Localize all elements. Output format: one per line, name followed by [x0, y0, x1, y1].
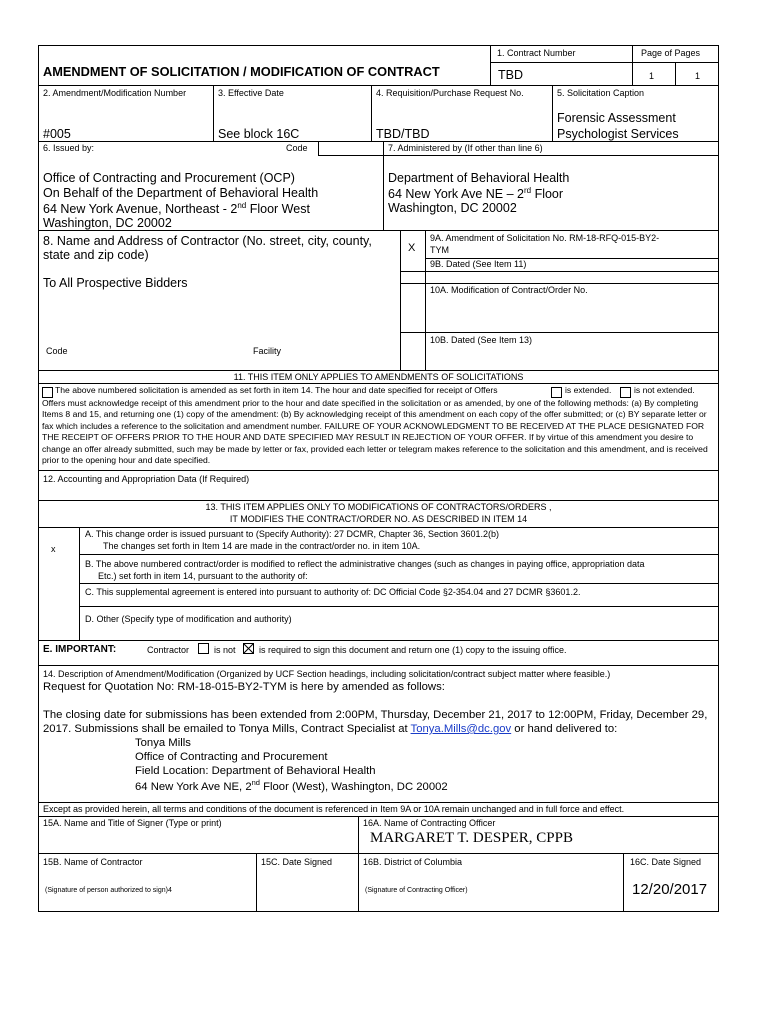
contracting-officer-name: MARGARET T. DESPER, CPPB [370, 830, 573, 846]
email-link[interactable]: Tonya.Mills@dc.gov [410, 723, 512, 735]
section-11-body: Offers must acknowledge receipt of this amendment prior to the hour and date specified in the solicitation or as amended, by one of the following methods: (a) By completing Items 8 and 15, and returning one (1) copy of the amendment: (b) By acknowledging receipt of this amendment on each copy of the offer submitted; or (c) BY separate letter or fax which includes a reference to the solicitation and amendment number. FAILURE OF YOUR ACKNOWLEDGMENT TO BE RECEIVED AT THE PLACE DESIGNATED FOR THE RECEIPT OF OFFERS PRIOR TO THE HOUR AND DATE SPECIFIED MAY RESULT IN REJECTION OF YOUR OFFER. If by virtue of this amendment you desire to change an offer already submitted, such may be made by letter or fax, provided each letter or telegram makes reference to the solicitation and this amendment, and is received prior to the opening hour and date specified. [42, 398, 708, 466]
issued-line-2: On Behalf of the Department of Behavioral Health [43, 186, 319, 200]
section-13d-text: D. Other (Specify type of modification and authority) [85, 614, 292, 624]
line [38, 500, 719, 501]
solicitation-caption-line2: Psychologist Services [557, 127, 679, 141]
facility-label: Facility [253, 346, 282, 356]
accounting-data-label: 12. Accounting and Appropriation Data (If Required) [43, 474, 250, 484]
is-required-checkbox[interactable] [243, 643, 254, 654]
contractor-code-label: Code [46, 346, 68, 356]
contractor-value: To All Prospective Bidders [43, 276, 188, 290]
district-label: 16B. District of Columbia [363, 857, 463, 867]
item-9a-line2: TYM [430, 245, 449, 255]
description-label: 14. Description of Amendment/Modification (Organized by UCF Section headings, including solicitation/contract subject matter where feasible.) [43, 669, 611, 679]
amendment-number-value: #005 [43, 127, 71, 141]
section-13-heading-1: 13. THIS ITEM APPLIES ONLY TO MODIFICATIONS OF CONTRACTORS/ORDERS , [205, 502, 552, 512]
admin-line-3: Washington, DC 20002 [388, 201, 517, 215]
contractor-label-line1: 8. Name and Address of Contractor (No. street, city, county, [43, 234, 372, 248]
address-line-4: 64 New York Ave NE, 2nd Floor (West), Washington, DC 20002 [135, 778, 448, 793]
contractor-name-label: 15B. Name of Contractor [43, 857, 143, 867]
line [490, 45, 491, 85]
item-10a-label: 10A. Modification of Contract/Order No. [430, 285, 588, 295]
line [256, 853, 257, 912]
line [632, 45, 633, 85]
administered-by-label: 7. Administered by (If other than line 6) [388, 143, 543, 153]
page-number: 1 [649, 71, 655, 81]
amendment-form [38, 45, 719, 912]
important-label: E. IMPORTANT: [43, 644, 117, 655]
line [318, 155, 719, 156]
officer-date-signed: 12/20/2017 [632, 881, 708, 898]
line [38, 816, 719, 817]
extended-checkbox[interactable] [551, 387, 562, 398]
line [38, 665, 719, 666]
line [623, 853, 624, 912]
issued-line-1: Office of Contracting and Procurement (OCP) [43, 171, 295, 185]
not-extended-label: is not extended. [634, 385, 695, 395]
issued-code-label: Code [286, 143, 308, 153]
line [400, 271, 719, 272]
is-required-text: is required to sign this document and return one (1) copy to the issuing office. [259, 645, 567, 655]
requisition-label: 4. Requisition/Purchase Request No. [376, 88, 524, 98]
line [38, 853, 719, 854]
solicitation-caption-label: 5. Solicitation Caption [557, 88, 645, 98]
amendment-number-label: 2. Amendment/Modification Number [43, 88, 187, 98]
line [318, 141, 319, 155]
line [38, 370, 719, 371]
issued-line-4: Washington, DC 20002 [43, 216, 172, 230]
pages-label: Page of Pages [641, 48, 701, 58]
section-13-heading-2: IT MODIFIES THE CONTRACT/ORDER NO. AS DESCRIBED IN ITEM 14 [229, 514, 528, 524]
contracting-officer-label: 16A. Name of Contracting Officer [363, 818, 496, 828]
section-13c-text: C. This supplemental agreement is entered into pursuant to authority of: DC Official Code §2-354.04 and 27 DCMR §3601.2. [85, 587, 581, 597]
line [38, 640, 719, 641]
item-9a-line1: 9A. Amendment of Solicitation No. RM-18-RFQ-015-BY2- [430, 233, 660, 243]
address-line-1: Tonya Mills [135, 737, 191, 749]
line [38, 470, 719, 471]
extended-label: is extended. [565, 385, 612, 395]
line [213, 85, 214, 141]
section-11-heading: 11. THIS ITEM ONLY APPLIES TO AMENDMENTS OF SOLICITATIONS [233, 372, 524, 382]
officer-date-label: 16C. Date Signed [630, 857, 702, 867]
address-line-3: Field Location: Department of Behavioral Health [135, 765, 376, 777]
section-11-line1: The above numbered solicitation is amended as set forth in item 14. The hour and date specified for receipt of Offers [55, 385, 498, 395]
address-line-2: Office of Contracting and Procurement [135, 751, 328, 763]
admin-line-1: Department of Behavioral Health [388, 171, 570, 185]
contractor-label: Contractor [147, 645, 190, 655]
contractor-date-label: 15C. Date Signed [261, 857, 333, 867]
line [400, 230, 401, 370]
issued-line-3: 64 New York Avenue, Northeast - 2nd Floor West [43, 201, 310, 217]
line [38, 85, 719, 86]
line [358, 816, 359, 912]
not-extended-checkbox[interactable] [620, 387, 631, 398]
requisition-value: TBD/TBD [376, 127, 430, 141]
line [400, 283, 719, 284]
item-10b-label: 10B. Dated (See Item 13) [430, 335, 533, 345]
checked-x-icon [244, 644, 253, 653]
border-left [38, 45, 39, 912]
line [552, 85, 553, 141]
section-13a-line1: A. This change order is issued pursuant to (Specify Authority): 27 DCMR, Chapter 36, Section 3601.2(b) [85, 529, 500, 539]
contract-number-label: 1. Contract Number [497, 48, 576, 58]
except-text: Except as provided herein, all terms and conditions of the document is referenced in Item 9A or 10A remain unchanged and in full force and effect. [43, 804, 625, 814]
rfq-line: Request for Quotation No: RM-18-015-BY2-TYM is here by amended as follows: [43, 681, 445, 693]
line [38, 527, 719, 528]
admin-line-2: 64 New York Ave NE – 2rd Floor [388, 186, 564, 202]
section-13a-line2: The changes set forth in Item 14 are made in the contract/order no. in item 10A. [103, 541, 421, 551]
line [38, 802, 719, 803]
line [79, 583, 719, 584]
border-bottom [38, 911, 719, 912]
effective-date-label: 3. Effective Date [218, 88, 284, 98]
line [490, 62, 719, 63]
closing-line-2: 2017. Submissions shall be emailed to Tonya Mills, Contract Specialist at Tonya.Mills@dc.gov or hand delivered to: [43, 723, 618, 735]
line [79, 554, 719, 555]
closing-line-1: The closing date for submissions has been extended from 2:00PM, Thursday, December 21, 2017 to 12:00PM, Friday, December 29, [43, 709, 708, 721]
solicitation-caption-line1: Forensic Assessment [557, 111, 676, 125]
line [38, 383, 719, 384]
item-9a-checkmark: X [408, 242, 416, 254]
page-total: 1 [695, 71, 701, 81]
contractor-signature-caption: (Signature of person authorized to sign)4 [45, 887, 172, 894]
form-title: AMENDMENT OF SOLICITATION / MODIFICATION OF CONTRACT [43, 64, 440, 79]
line [400, 332, 719, 333]
section-13a-checkmark: x [51, 544, 56, 554]
item-9b-label: 9B. Dated (See Item 11) [430, 259, 527, 269]
section-13b-line2: Etc.) set forth in item 14, pursuant to the authority of: [98, 571, 308, 581]
officer-signature-caption: (Signature of Contracting Officer) [365, 887, 468, 894]
issued-by-label: 6. Issued by: [43, 143, 95, 153]
signer-name-label: 15A. Name and Title of Signer (Type or print) [43, 818, 222, 828]
section-13b-line1: B. The above numbered contract/order is modified to reflect the administrative changes (such as changes in paying office, appropriation data [85, 559, 645, 569]
amended-checkbox[interactable] [42, 387, 53, 398]
line [675, 62, 676, 85]
contractor-label-line2: state and zip code) [43, 248, 149, 262]
line [371, 85, 372, 141]
border-top [38, 45, 719, 46]
effective-date-value: See block 16C [218, 127, 300, 141]
is-not-checkbox[interactable] [198, 643, 209, 654]
border-right [718, 45, 719, 912]
is-not-label: is not [214, 645, 236, 655]
line [79, 606, 719, 607]
line [425, 230, 426, 370]
contract-number-value: TBD [498, 68, 523, 82]
